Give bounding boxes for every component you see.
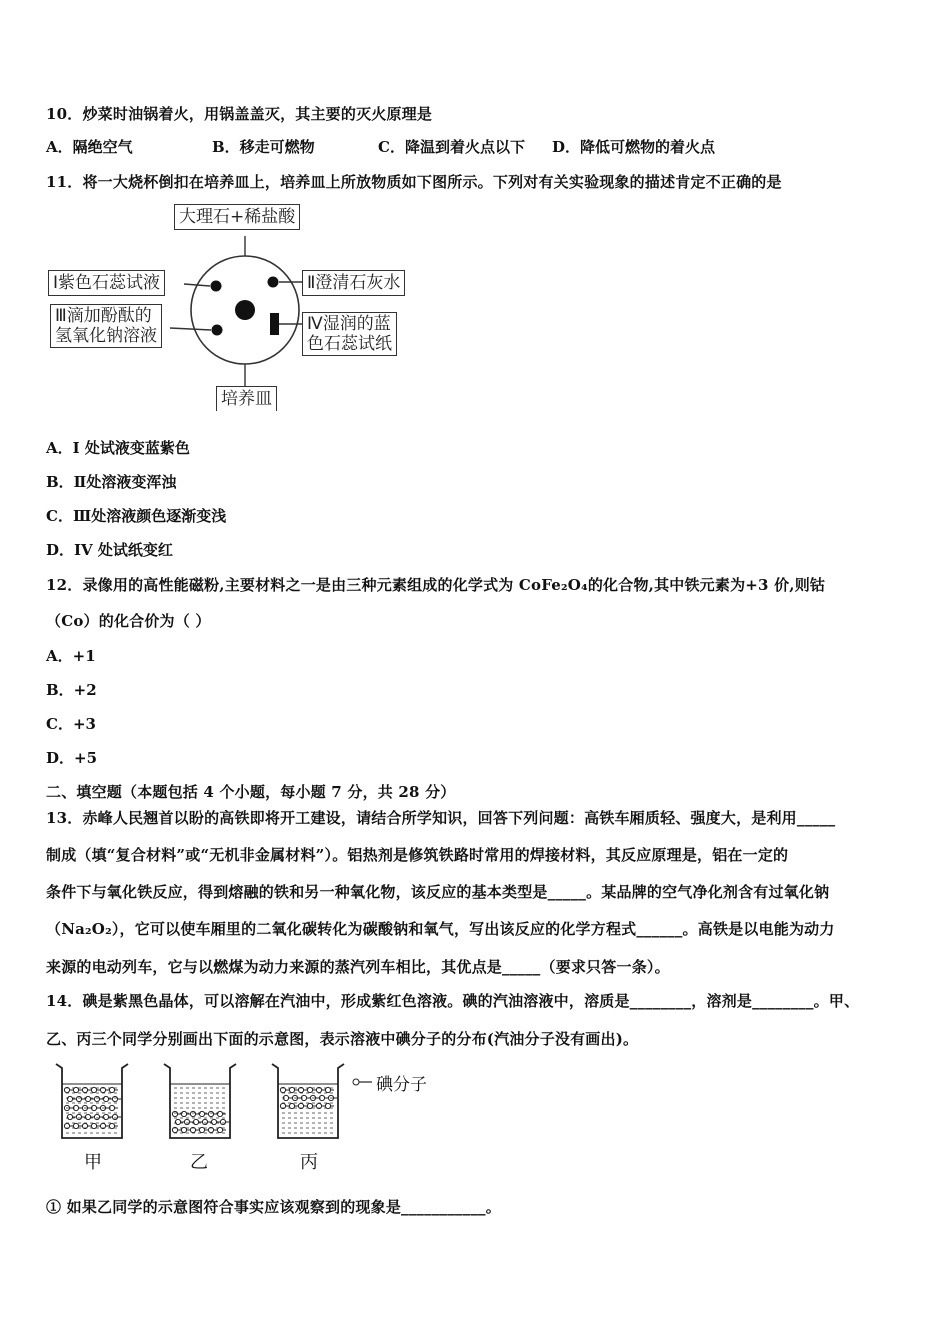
q11-option-c: C．Ⅲ处溶液颜色逐渐变浅 bbox=[46, 507, 227, 525]
iodine-molecule bbox=[85, 1096, 90, 1101]
q12-option-a: A．+1 bbox=[46, 647, 96, 665]
q10-option-b: B．移走可燃物 bbox=[212, 138, 315, 156]
iodine-molecule bbox=[109, 1087, 114, 1092]
iodine-molecule bbox=[190, 1111, 195, 1116]
iodine-molecule bbox=[112, 1114, 117, 1119]
iodine-molecule bbox=[217, 1127, 222, 1132]
q13-line5: 来源的电动列车，它与以燃煤为动力来源的蒸汽列车相比，其优点是_____（要求只答一条）。 bbox=[46, 958, 670, 976]
iodine-molecule bbox=[172, 1111, 177, 1116]
iodine-molecule bbox=[94, 1096, 99, 1101]
iodine-molecule bbox=[307, 1087, 312, 1092]
iodine-molecule bbox=[325, 1103, 330, 1108]
iodine-molecule bbox=[76, 1096, 81, 1101]
iodine-molecule bbox=[289, 1087, 294, 1092]
iodine-molecule bbox=[181, 1111, 186, 1116]
iodine-molecule bbox=[91, 1123, 96, 1128]
beakers-diagram bbox=[50, 1060, 470, 1175]
q13-line1: 13．赤峰人民翘首以盼的高铁即将开工建设，请结合所学知识，回答下列问题：高铁车厢质轻、强度大，是利用_____ bbox=[46, 809, 836, 827]
iodine-molecule bbox=[112, 1096, 117, 1101]
beaker-c bbox=[272, 1064, 344, 1138]
label-4-paper bbox=[302, 312, 397, 356]
iodine-molecule bbox=[94, 1114, 99, 1119]
label-3-line2: 氢氧化钠溶液 bbox=[55, 326, 157, 346]
petri-dish-diagram bbox=[40, 200, 420, 410]
q13-line3: 条件下与氧化铁反应，得到熔融的铁和另一种氧化物，该反应的基本类型是_____。某品牌的空气净化剂含有过氧化钠 bbox=[46, 883, 830, 901]
iodine-molecule bbox=[220, 1119, 225, 1124]
iodine-molecule bbox=[73, 1087, 78, 1092]
iodine-molecule bbox=[103, 1114, 108, 1119]
iodine-molecule bbox=[307, 1103, 312, 1108]
legend-molecule-icon bbox=[353, 1079, 372, 1085]
beaker-label-a: 甲 bbox=[84, 1152, 102, 1173]
q11-option-b: B．Ⅱ处溶液变浑浊 bbox=[46, 473, 177, 491]
iodine-molecule bbox=[175, 1119, 180, 1124]
label-2-limewater: Ⅱ澄清石灰水 bbox=[302, 270, 405, 296]
q14-line2: 乙、丙三个同学分别画出下面的示意图，表示溶液中碘分子的分布(汽油分子没有画出)。 bbox=[46, 1030, 639, 1048]
iodine-molecule bbox=[208, 1111, 213, 1116]
q12-stem-line2: （Co）的化合价为（ ） bbox=[46, 612, 211, 630]
iodine-molecule bbox=[73, 1123, 78, 1128]
iodine-molecule bbox=[289, 1103, 294, 1108]
rect-4-paper bbox=[270, 313, 279, 335]
dot-1 bbox=[211, 281, 222, 292]
q10-option-c: C．降温到着火点以下 bbox=[378, 138, 525, 156]
iodine-molecule bbox=[76, 1114, 81, 1119]
q10-option-a: A．隔绝空气 bbox=[46, 138, 133, 156]
center-dot-marble bbox=[235, 300, 255, 320]
label-4-line1: Ⅳ湿润的蓝 bbox=[307, 314, 391, 334]
iodine-molecule bbox=[193, 1119, 198, 1124]
leader-1 bbox=[184, 284, 210, 286]
iodine-molecule bbox=[67, 1096, 72, 1101]
beaker-b bbox=[164, 1064, 236, 1138]
iodine-molecule bbox=[199, 1111, 204, 1116]
label-bottom-dish: 培养皿 bbox=[216, 386, 277, 411]
q10-stem: 10．炒菜时油锅着火，用锅盖盖灭，其主要的灭火原理是 bbox=[46, 105, 433, 123]
label-1-litmus: Ⅰ紫色石蕊试液 bbox=[48, 270, 165, 296]
iodine-molecule bbox=[217, 1111, 222, 1116]
iodine-molecule bbox=[181, 1127, 186, 1132]
section2-title: 二、填空题（本题包括 4 个小题，每小题 7 分，共 28 分） bbox=[46, 783, 456, 801]
q14-line1: 14．碘是紫黑色晶体，可以溶解在汽油中，形成紫红色溶液。碘的汽油溶液中，溶质是________，溶剂是________。甲、 bbox=[46, 992, 860, 1010]
beaker-a bbox=[56, 1064, 128, 1138]
iodine-molecule bbox=[199, 1127, 204, 1132]
iodine-molecule bbox=[211, 1119, 216, 1124]
dot-3 bbox=[212, 325, 223, 336]
q14-sub1: ① 如果乙同学的示意图符合事实应该观察到的现象是___________。 bbox=[46, 1198, 501, 1216]
dot-2 bbox=[268, 277, 279, 288]
q13-line4: （Na₂O₂），它可以使车厢里的二氧化碳转化为碳酸钠和氧气，写出该反应的化学方程式______。高铁是以电能为动力 bbox=[46, 920, 835, 938]
label-top-marble-acid: 大理石+稀盐酸 bbox=[174, 204, 300, 230]
iodine-molecule bbox=[109, 1123, 114, 1128]
iodine-molecule bbox=[67, 1114, 72, 1119]
label-4-line2: 色石蕊试纸 bbox=[307, 334, 392, 354]
iodine-molecule bbox=[325, 1087, 330, 1092]
iodine-molecule bbox=[103, 1096, 108, 1101]
q11-option-d: D．IV 处试纸变红 bbox=[46, 541, 173, 559]
iodine-molecule bbox=[202, 1119, 207, 1124]
iodine-molecule bbox=[85, 1114, 90, 1119]
iodine-molecule bbox=[184, 1119, 189, 1124]
beaker-label-b: 乙 bbox=[190, 1152, 208, 1173]
iodine-molecule bbox=[91, 1087, 96, 1092]
q12-option-c: C．+3 bbox=[46, 715, 96, 733]
q12-option-b: B．+2 bbox=[46, 681, 97, 699]
label-3-line1: Ⅲ滴加酚酞的 bbox=[55, 306, 152, 326]
q11-option-a: A．I 处试液变蓝紫色 bbox=[46, 439, 190, 457]
beaker-label-c: 丙 bbox=[300, 1152, 318, 1173]
q12-option-d: D．+5 bbox=[46, 749, 98, 767]
q13-line2: 制成（填“复合材料”或“无机非金属材料”）。铝热剂是修筑铁路时常用的焊接材料，其反应原理是，铝在一定的 bbox=[46, 846, 789, 864]
q10-option-d: D．降低可燃物的着火点 bbox=[552, 138, 716, 156]
q11-stem: 11．将一大烧杯倒扣在培养皿上，培养皿上所放物质如下图所示。下列对有关实验现象的描述肯定不正确的是 bbox=[46, 173, 782, 191]
label-3-naoh bbox=[50, 304, 162, 348]
leader-3 bbox=[170, 328, 211, 330]
legend-label: 碘分子 bbox=[376, 1075, 427, 1095]
q12-stem-line1: 12．录像用的高性能磁粉,主要材料之一是由三种元素组成的化学式为 CoFe₂O₄的化合物,其中铁元素为+3 价,则钴 bbox=[46, 576, 826, 594]
